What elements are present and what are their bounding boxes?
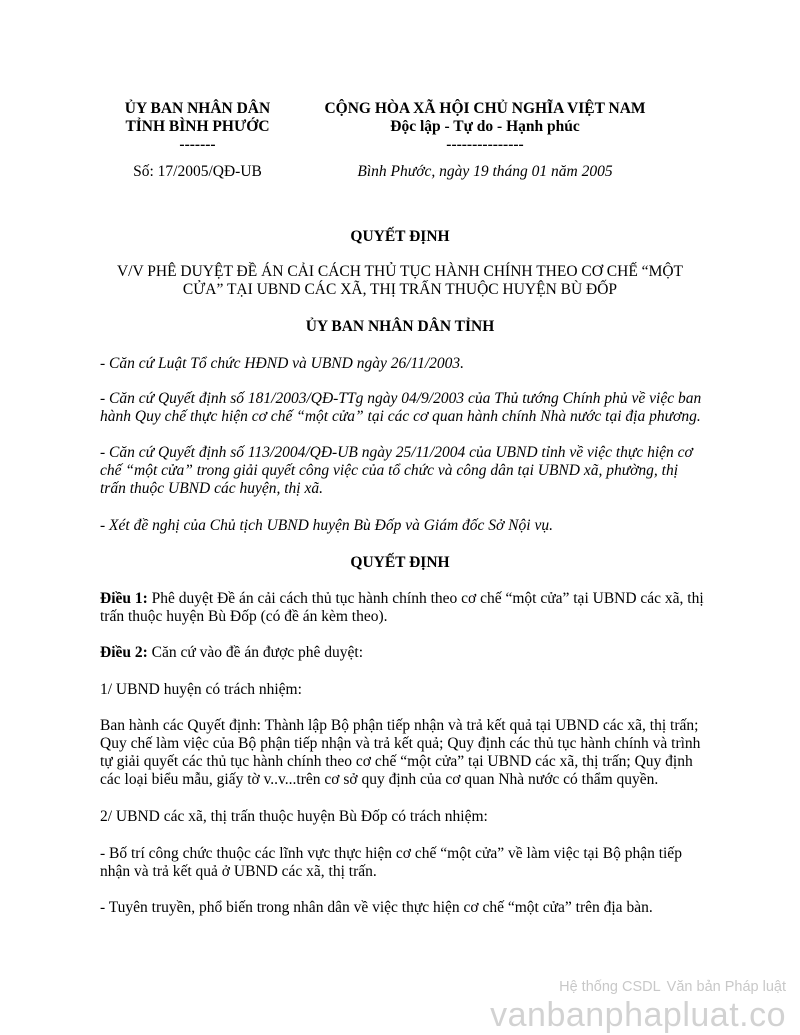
item-1-title: 1/ UBND huyện có trách nhiệm: <box>100 681 302 698</box>
item-1-line: các loại biểu mẫu, giấy tờ v..v...trên cơ sở quy định của cơ quan Nhà nước có thẩm quyền. <box>100 771 659 788</box>
basis-line: trấn thuộc UBND các huyện, thị xã. <box>100 480 323 497</box>
basis-line: - Căn cứ Quyết định số 113/2004/QĐ-UB ngày 25/11/2004 của UBND tỉnh về việc thực hiện cơ <box>100 444 693 461</box>
site-watermark <box>490 979 786 1035</box>
basis-line: - Căn cứ Luật Tổ chức HĐND và UBND ngày 26/11/2003. <box>100 355 465 372</box>
agency-divider: ------- <box>179 136 216 153</box>
article-2-label: Điều 2: <box>100 644 148 661</box>
article-1-line-1 <box>100 590 704 608</box>
article-2-text: Căn cứ vào đề án được phê duyệt: <box>147 644 364 661</box>
article-1-text: Phê duyệt Đề án cải cách thủ tục hành chính theo cơ chế “một cửa” tại UBND các xã, thị <box>147 590 704 607</box>
authority-title: ỦY BAN NHÂN DÂN TỈNH <box>305 318 495 335</box>
basis-1 <box>100 355 700 373</box>
item-1-body <box>100 717 700 789</box>
basis-line: chế “một cửa” trong giải quyết công việc của tổ chức và công dân tại UBND xã, phường, thị <box>100 462 679 479</box>
document-number: Số: 17/2005/QĐ-UB <box>133 163 262 180</box>
document-subject <box>80 263 720 299</box>
motto-divider: --------------- <box>446 136 524 153</box>
bullet-line: nhận và trả kết quả ở UBND các xã, thị trấn. <box>100 863 377 880</box>
watermark-caption <box>490 979 786 995</box>
motto: Độc lập - Tự do - Hạnh phúc <box>390 118 580 135</box>
item-1-line: tự giải quyết các thủ tục hành chính theo cơ chế “một cửa” tại UBND các xã, thị trấn; Quy định <box>100 753 693 770</box>
watermark-caption-a: Hệ thống CSDL <box>559 979 661 995</box>
national-motto <box>300 100 670 154</box>
item-2-title: 2/ UBND các xã, thị trấn thuộc huyện Bù Đốp có trách nhiệm: <box>100 808 488 825</box>
subject-line-2: CỬA” TẠI UBND CÁC XÃ, THỊ TRẤN THUỘC HUYỆN BÙ ĐỐP <box>182 281 618 298</box>
subject-line-1: V/V PHÊ DUYỆT ĐỀ ÁN CẢI CÁCH THỦ TỤC HÀNH CHÍNH THEO CƠ CHẾ “MỘT <box>116 263 684 280</box>
country-name: CỘNG HÒA XÃ HỘI CHỦ NGHĨA VIỆT NAM <box>324 100 646 117</box>
watermark-domain: vanbanphapluat.co <box>490 996 786 1034</box>
item-1-line: Quy chế làm việc của Bộ phận tiếp nhận và trả kết quả; Quy định các thủ tục hành chính và trình <box>100 735 701 752</box>
item-2-bullet-1 <box>100 845 700 881</box>
watermark-caption-b: Văn bản Pháp luật <box>666 979 786 995</box>
item-1-line: Ban hành các Quyết định: Thành lập Bộ phận tiếp nhận và trả kết quả tại UBND các xã, thị trấn; <box>100 717 699 734</box>
article-1-line-2: trấn thuộc huyện Bù Đốp (có đề án kèm theo). <box>100 608 388 625</box>
document-header <box>0 100 800 190</box>
basis-3 <box>100 444 700 498</box>
agency-line-2: TỈNH BÌNH PHƯỚC <box>125 118 270 135</box>
basis-line: - Căn cứ Quyết định số 181/2003/QĐ-TTg ngày 04/9/2003 của Thủ tướng Chính phủ về việc ban <box>100 390 702 407</box>
decision-title: QUYẾT ĐỊNH <box>350 554 450 571</box>
article-1 <box>100 590 704 626</box>
agency-line-1: ỦY BAN NHÂN DÂN <box>124 100 271 117</box>
item-2-bullet-2: - Tuyên truyền, phổ biến trong nhân dân về việc thực hiện cơ chế “một cửa” trên địa bàn. <box>100 899 653 916</box>
basis-line: hành Quy chế thực hiện cơ chế “một cửa” tại các cơ quan hành chính Nhà nước tại địa phương. <box>100 408 701 425</box>
document-type-title: QUYẾT ĐỊNH <box>350 228 450 245</box>
basis-line: - Xét đề nghị của Chủ tịch UBND huyện Bù Đốp và Giám đốc Sở Nội vụ. <box>100 517 553 534</box>
document-date: Bình Phước, ngày 19 tháng 01 năm 2005 <box>357 163 613 180</box>
article-1-label: Điều 1: <box>100 590 148 607</box>
basis-2 <box>100 390 700 426</box>
article-2 <box>100 644 700 662</box>
basis-4 <box>100 517 700 535</box>
issuing-agency <box>100 100 295 154</box>
bullet-line: - Bố trí công chức thuộc các lĩnh vực thực hiện cơ chế “một cửa” về làm việc tại Bộ phận tiếp <box>100 845 682 862</box>
